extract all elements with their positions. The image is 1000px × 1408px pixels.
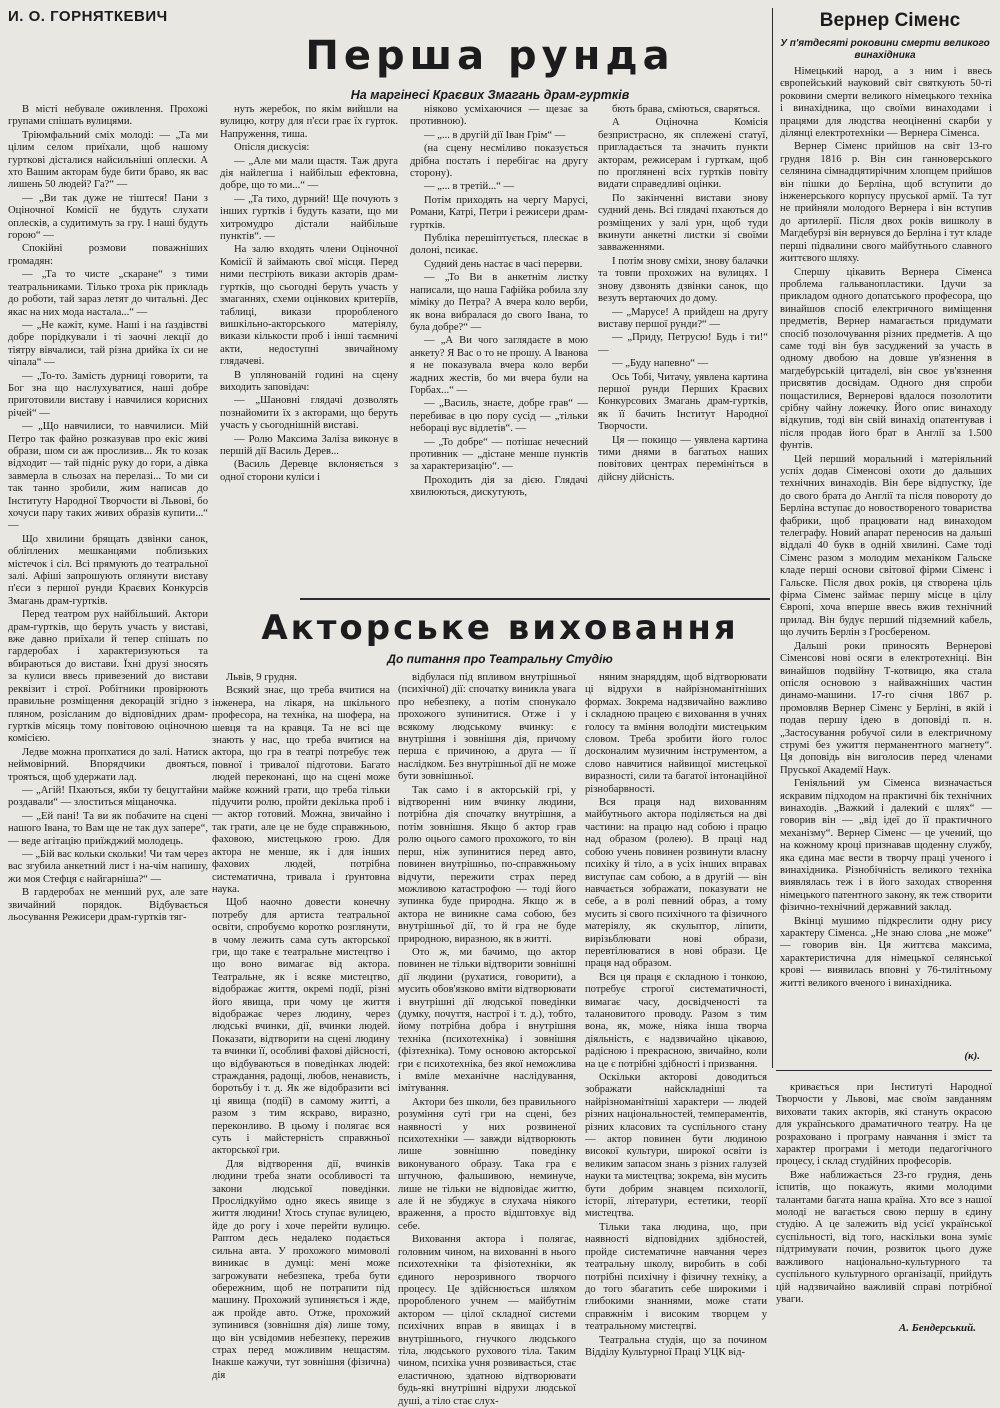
article1-subtitle: На маргінесі Краєвих Змагань драм-гуртків (350, 88, 630, 102)
sidebar-subtitle: У п'ятдесяті роковини смерти великого винахідника (780, 38, 990, 61)
article1-col2-paragraph: (Василь Деревце вклоняється з одної сторони куліси і (220, 459, 398, 483)
sidebar-paragraph: Вернер Сіменс прийшов на світ 13-го грудня 1816 р. Він син ганноверського селянина сімнадцятирічним хлопцем прийшов він пішки до Берліна, щоб вступити до інженерського корпусу пруської армії. Та тут не прийняли молодого Вернера і він вступив до артилерії. Після двох років вишколу в Магдебурзі він вернувся до Берліна і тут кладе перші підвалини свого майбутнього славного життєвого шляху. (780, 141, 992, 265)
article1-column-4 (598, 104, 768, 584)
article1-col3-paragraph: ніяково усміхаючися — щезає за противною). (410, 104, 588, 128)
article1-col3-paragraph: (на сцену несміливо показується дрібна постать і перебігає на другу сторону). (410, 143, 588, 180)
article1-col4-paragraph: — „Приду, Петрусю! Будь і ти!“ — (598, 332, 768, 356)
sidebar-paragraph: Цей перший моральний і матеріяльний успіх додав Сіменсові охоти до дальших технічних винаходів. Він бере відпустку, їде до свого брата до Англії та після повороту до Берліна вступає до новоствореного товариства фабрики, щоб працювати над винаходом телеграфу. Новий апарат переносив на дальші віддалі 40 букв в одній хвилині. Саме тоді Сіменс разом з молодим механіком Гальске кладе перші основи світової фірми Сіменс і Гальске. Після двох років, ця створена ціль фірма Сіменс займає першу місце в цілу Європі, хоча вперше ввесь вжив технічний прилад. Він будує перший підземний кабель, що лучить Берлін з Гросбереном. (780, 453, 992, 639)
article1-col1-paragraph: — „То-то. Замість дурниці говорити, та Бог зна що наслухуватися, наші добре приготовили виставу і навчилися корисних річей“ — (8, 370, 208, 419)
sidebar-paragraph: Німецький народ, а з ним і ввесь європейський науковий світ святкують 50-ті роковини смерти великого німецького техніка і винахідника, що своїми винаходами і працями для людства неоціненні скарби у ділянці електротехніки — Вернера Сіменса. (780, 66, 992, 140)
article2-col3-paragraph: Вся праця над вихованням майбутнього актора поділяється на дві частини: на працю над собою і працю над образом (ролею). В праці над собою учень повинен розвинути власну психіку й тіло, а в усіх інших вправах виступає сам собою, а в другій — він навчається зображати, показувати не себе, а в ролі певний образ, а тому мусить зі свого психічного та фізичного матеріялу, як скульптор, ліпити, вирізьблювати нові образи, перевтілюватися в нові образи. Це праця над образом. (585, 797, 767, 970)
sidebar-paragraph: Вкінці мушимо підкреслити одну рису характеру Сіменса. „Не знаю слова „не може“ — говорив він. Ця життєва максима, характеристична для німецької селянської крові — виявилась вповні у 76-тилітньому житті великого вченого і винахідника. (780, 915, 992, 989)
article1-column-2 (220, 104, 398, 584)
article1-col4-paragraph: Ось Тобі, Читачу, уявлена картина першої рунди Перших Краєвих Конкурсових Змагань драм-гуртків, як її бачить Інститут Народної Творчости. (598, 371, 768, 433)
sidebar-bottom-rule (776, 1070, 992, 1071)
article1-col1-paragraph: — „Не кажіт, куме. Наші і на ґаздівстві добре порідкували і ті заочні лекції до тіятру вівчалиси, тай різна дрийка їх си не чіпала“ — (8, 319, 208, 369)
article2-col2-paragraph: відбулася під впливом внутрішньої (психічної) дії: спочатку виникла увага про небезпеку, а потім спонукало прохожого зупинитися. Отже і у всякому людському вчинку: є внутрішня і зовнішня дія, причому перша є причиною, а друга — її наслідком. Без внутрішньої дії не може бути зовнішньої. (398, 672, 576, 783)
article2-col3-paragraph: Вся ця праця є складною і тонкою, потребує строгої систематичності, вимагає часу, досвідченості та талановитого проводу. Разом з тим вона, як, може, ніяка інша творча діяльність, є надзвичайно цікавою, радісною і прекрасною, звичайно, коли на це є потрібні здібності і призвання. (585, 971, 767, 1070)
article1-col2-paragraph: Опісля дискусія: (234, 142, 310, 154)
article2-col1-paragraph: Львів, 9 грудня. (226, 672, 297, 683)
article1-column-1 (8, 104, 208, 1244)
article1-col4-paragraph: По закінченні вистави знову судний день. Всі глядачі пхаються до розміщених у залі урн, щоб туди вкинути анкетні листки зі своїми завваженнями. (598, 192, 768, 254)
article1-col1-paragraph: — „Та то чисте „скаране“ з тими театральниками. Тількo троха рік прикладь до роботи, тай зараз летят до читальні. Дес якас на них мода настала...“ — (8, 269, 208, 318)
article2-col4-paragraph: кривається при Інституті Народної Творчости у Львові, має своїм завданням виховати таких акторів, які стануть окрасою для українського драматичного театру. На це розраховано і програму навчання і зміст та характер програми і методи педагогічного процесу, і склад студійних професорів. (776, 1082, 992, 1168)
article1-column-3 (410, 104, 588, 584)
sidebar-divider (772, 8, 773, 1068)
article2-column-3 (585, 672, 767, 1358)
article1-col1-paragraph: — „Агій! Пхаються, якби ту бецугтайни роздавали“ — злоститься міщаночка. (8, 784, 208, 809)
article1-col3-paragraph: — „То добре“ — потішає нечесний противник — „дістане менше пунктів за характеризацію“. — (410, 436, 588, 473)
article2-col1-paragraph: Для відтворення дії, вчинків людини треба знати особливості та закони людської поведінки. Прослідкуймо одно якесь явище з життя людини! Хтось ступає вулицею, йде до рогу і хоче перейти вулицю. Раптом десь недалеко подається сильна авта. У прохожого мимоволі виникає в думці: мені може загрожувати небезпека, треба бути обережним, щоб не потрапити під машину. Прохожий зупиняється і жде, аж пройде авто. Отже, прохожий зупинився (зовнішня дія) лише тому, що він усвідомив небезпеку, пережив страх перед можливим нещастям. Інакше кажучи, тут зовнішня (фізична) дія (212, 1158, 390, 1381)
article1-col2-paragraph: — „Шановні глядачі дозволять познайомити їх з акторами, що беруть участь у сьогоднішній виставі. (220, 395, 398, 432)
article1-col4-paragraph: бють брава, сміються, сваряться. (612, 104, 761, 115)
article1-col3-paragraph: — „Василь, знаєте, добре грав“ — перебиває в цю пору сусід — „тільки небораці вус відлетів“. — (410, 398, 588, 435)
article2-col3-paragraph: Оскільки акторові доводиться зображати найскладніші та найрізноманітніші характери — людей різних національностей, темпераментів, різних класових та суспільного стану — актор повинен бути людиною високої культури, широкої освіти із великим запасом знань з різних галузей науки та мистецтва; зокрема, він мусить бути добрим знавцем психології, історії, літератури, естетики, теорії мистецтва. (585, 1072, 767, 1220)
article2-column-2 (398, 672, 576, 1407)
section-divider (300, 598, 770, 600)
article1-col3-paragraph: — „То Ви в анкетнім листку написали, що наша Гафійка робила злу міміку до Петра? А вчера коло верби, як вона вибралася до свого Івана, то була добре?“ — (410, 272, 588, 333)
article2-col2-paragraph: Ото ж, ми бачимо, що актор повинен не тільки відтворити зовнішні дії людини (рухатися, говорити), а мусить обов'язково вміти відтворювати і внутрішні дії людської поведінки (думку, почуття, настрої і т. д.), тобто, йому потрібна добра і внутрішня техніка (психотехніка) і зовнішня (фізтехніка). Тому основою акторської гри є психотехніка, без якої неможлива і вміле механічне наслідування, імітування. (398, 946, 576, 1095)
article1-col3-paragraph: Судний день настає в часі перерви. (424, 258, 583, 270)
article1-col3-paragraph: Потім приходять на чергу Марусі, Романи, Катрі, Петри і режисери драм-гуртків. (410, 194, 588, 231)
article2-col2-paragraph: Актори без школи, без правильного розуміння суті гри на сцені, без наявності у них розвиненої психотехніки — завжди відтворюють лише зовнішню поведінку виконуваного образу. Така гра є штучною, фальшивою, неминуче, лише не тільки не відповідає життю, але й не збуджує в слухача ніякого враження, а просто відштовхує від себе. (398, 1096, 576, 1232)
article1-col1-paragraph: — „Бій вас кольки скольки! Чи там через вас згубила анкетний лист і на-чім напишу, жи моя Стефця є найгарніша?“ — (8, 848, 208, 885)
article2-col3-paragraph: Тільки така людина, що, при наявності відповідних здібностей, пройде систематичне навчання через театральну школу, виробить в собі потрібні психічну і фізичну техніку, а до того збагатить себе широкими і глибокими знаннями, може стати справжнім і високим творцем у театральному мистецтві. (585, 1221, 767, 1333)
sidebar-paragraph: Спершу цікавить Вернера Сіменса проблема гальванопластики. Ідучи за прикладом одного допатського професора, що винайшов спосіб електричного виміщення предметів, Вернер намагається придумати спосіб позолочування різних предметів. А що саме тоді він був засуджений за участь в одному двобою на довше ув'язнення в магдебурській цитаделі, він своє ув'язнення присвятив досвідам. Одного дня спроби пощастилися, Вернерові вдалося позолотити срібну чайну ложечку. Його опис винаходу відкупив, тоді він свій винахід опатентував і після продав його брат в Англії за 1.500 фунтів. (780, 266, 992, 452)
article2-subtitle: До питання про Театральну Студію (387, 652, 613, 666)
article1-col4-paragraph: — „Буду напевно“ — (612, 358, 709, 370)
article1-col3-paragraph: — „А Ви чого заглядаєте в мою анкету? Я Вас о то не прошу. А Іванова я не показувала вчера коло верби жадних жестів, бо ми вчера були на Горбах...“ — (410, 335, 588, 396)
article1-col1-paragraph: В місті небувале оживлення. Прохожі групами спішать вулицями. (8, 104, 208, 128)
article2-col4-paragraph: Вже наближається 23-го грудня, день іспитів, що покажуть, якими молодими талантами багата наша країна. Хто все з нашої молоді не вагається свою першу в єдину студію. А це залежить від усієї української суспільності, від того, наскільки вона зуміє підтримувати почин, розвиток цього дуже важливого національно-культурного та суспільного культурного організації, прийдуть цій надзвичайно важливій справі потрібної уваги. (776, 1169, 992, 1305)
article1-col3-paragraph: Публіка перешіптується, плескає в долоні, псикає. (410, 233, 588, 257)
author-byline: И. О. ГОРНЯТКЕВИЧ (8, 8, 168, 25)
sidebar-body (780, 66, 992, 1056)
article1-col3-paragraph: Проходить дія за дією. Глядачі хвилюються, дискутують, (410, 474, 588, 499)
article1-col1-paragraph: Що хвилини брящать дзвінки санок, обліплених мешканцями поблизьких містечок і сіл. Всі прямують до театральної залі. Афіші запрошують оглянути виставу п'єси з першої рунди Краєвих Конкурсів Змагань драм-гуртків. (8, 533, 208, 607)
sidebar-title: Вернер Сіменс (819, 10, 961, 31)
article2-col3-paragraph: Театральна студія, що за почином Відділу Культурної Праці УЦК від- (585, 1334, 767, 1358)
article1-col4-paragraph: — „Марусе! А прийдеш на другу виставу першої рунди?“ — (598, 306, 768, 330)
article2-signature: А. Бендерський. (898, 1322, 976, 1334)
article1-col2-paragraph: нуть жеребок, по якім вийшли на вулицю, котру для п'єси грає їх гурток. Напруження, тиша. (220, 104, 398, 140)
article1-col1-paragraph: В гардеробах не менший рух, але зате звичайний порядок. Відбувається льосування Режисери драм-гуртків тяг- (8, 887, 208, 923)
article1-col3-paragraph: — „... в другій дії Іван Грім“ — (424, 129, 566, 141)
article1-col4-paragraph: Ця — покищо — уявлена картина тими днями в багатьох наших повітових центрах перемініться в дійсну дійсність. (598, 434, 768, 483)
sidebar-paragraph: Дальші роки приносять Вернерові Сіменсові нові осяги в електротехніці. Він винайшов подвійну Т-котвицю, яка стала опісля основою з найважніших частин динамо-машини. 17-го січня 1867 р. промовляв Вернер Сіменс у Берліні, в якій і подав першу ідею в доповіді п. н. „Застосування робучої сили в електричному струмі без ужиття перманентного магнету“. Ця доповідь він виголосив перед членами Пруської Академії Наук. (780, 640, 992, 776)
article1-col2-paragraph: На залю входять члени Оціночної Комісії й займають свої місця. Перед ними пестріють викази акторів драм-гуртків, що сьогодні беруть участь у змаганнях, схеми оцінкових критеріїв, таблиці, викази проробленого вишкільно-акторського матеріялу, викази кількости проб і інші таємничі акти, недоступні звичайному глядачеві. (220, 244, 398, 368)
article1-col1-paragraph: Тріюмфальний сміх молоді: — „Та ми цілим селом приїхали, щоб нашому гурткові дісталися найсильніші оплески. А хто Вашим акторам буде бити браво, як вас лишень 50 людей? Га?“ — (8, 129, 208, 191)
article1-col3-paragraph: — „... в третій...“ — (424, 181, 515, 193)
article2-col3-paragraph: няним знаряддям, щоб відтворювати ці відрухи в найрізноманітніших формах. Зокрема надзвичайно важливо і складною працею є виховання в учнях голосу та вміння володіти мистецьким словом. Треба зробити його голос досконалим музичним інструментом, а слово навчитися найвищої мистецької виразності, сили та багатої інтонаційної різнобарвності. (585, 672, 767, 795)
article1-col1-paragraph: — „Ви так дуже не тіштеся! Пани з Оціночної Комісії не будуть слухати оплесків, а судитимуть за гру. І наші будуть горою“ — (8, 192, 208, 242)
article1-title: Перша рунда (305, 33, 675, 79)
sidebar-signature: (к). (964, 1050, 980, 1062)
article1-col1-paragraph: — „Що навчилиси, то навчилиси. Мій Петро так файно розказував про екіс живі образи, шом си аж прослизив... Як то козак відходит — тай підніс руку до гори, а дівка завмерла в сльозах на перелазі... То ми си так танно зробили, жим написав до Інституту Народної Творчости ві Львові, бо хочуси пару таких живих образів купити...“ — (8, 421, 208, 532)
sidebar-paragraph: Геніяльний ум Сіменса визначається яскравим підходом на практичні бік технічних винаходів. „Важкий і далекий є шлях“ — говорив він — „від ідеї до її практичного механізму“. Вернер Сіменс — це учений, що на кожному кроці признавав щоденну службу, яка єдина має вести в творчу праці ученого і винахідника. Різнобічність великого техніка виявлялась теж і в його заходах створення німецького патентного закону, як теж створити фізично-технічний державний заклад. (780, 778, 992, 914)
article1-col1-paragraph: Спокійні розмови поважніших громадян: (8, 243, 208, 267)
article2-col2-paragraph: Так само і в акторській грі, у відтворенні ним вчинку людини, потрібна дія спочатку внутрішня, а потім зовнішня. Якщо б актор грав ролю оцього самого прохожого, то він перш, ніж зупинитися перед авто, повинен внутрішньо, по-справжньому відчути, пережити страх перед можливою катастрофою — тоді його зупинка буде природна. Якщо ж в актора не виникне сама собою, без внутрішньої дії, то й гра не буде природною, виразною, як в житті. (398, 784, 576, 945)
article1-col2-paragraph: — Ролю Максима Заліза виконує в першій дії Василь Дерев... (220, 433, 398, 457)
article2-col1-paragraph: Всякий знає, що треба вчитися на інженера, на лікаря, на шкільного професора, на техніка, на шофера, на шевця та на кравця. Та не всі ще знають у нас, що треба вчитися на актора, що гра в театрі потребує теж повної і тривалої підготови. Багато людей переконані, що на сцені може майже кожний грати, що треба тільки підучити ролю, пройти декілька проб і — актор готовий. Можна, звичайно і так грати, але це не буде справжньою, фаховою, мистецькою грою. Для актора не менше, як і для інших фахових людей, потрібна систематична, тривала і ґрунтовна наука. (212, 685, 390, 895)
article1-col2-paragraph: — „Але ми мали щастя. Таж друга дія найлегша і найбільш ефектовна, добре, що то ми...“ — (220, 155, 398, 192)
article1-col2-paragraph: В упляновaній годині на сцену виходить заповідач: (220, 369, 398, 393)
article2-column-4 (776, 1082, 992, 1322)
article1-col4-paragraph: А Оціночна Комісія безпристрасно, як сплежені статуї, пригладається та значить пункти акторам, режисерам і гурткам, щоб по проглянені всіх гуртків повіту видати справедливі оцінки. (598, 117, 768, 191)
article1-col1-paragraph: — „Ей пані! Та ви як побачите на сцені нашого Івана, то Вам ще не так дух заперe“, — веде агітацію приїжджий молодець. (8, 810, 208, 847)
article1-col2-paragraph: — „Та тихо, дурний! Ще почують з інших гуртків і будуть казати, що ми хитромудро дістали найбільше пунктів“. — (220, 193, 398, 243)
article1-col4-paragraph: І потім знову сміхи, знову балачки та товпи прохожих на вулицях. І знову дзвонять дзвінки санок, що везуть вертаючих до дому. (598, 255, 768, 305)
article2-column-1 (212, 672, 390, 1381)
article2-col2-paragraph: Виховання актора і полягає, головним чином, на вихованні в нього психотехніки та фізіотехніки, як єдиного нерозривного творчого процесу. Це здійснюється шляхом проробленого учнем — майбутнім актором — цілої складної системи психічних вправ в явищах і в внутрішнього, гнучкого людського тіла, людського рухового тіла. Таким чином, психіка учня розвивається, стає еластичною, здатною відтворювати будь-які внутрішні відрухи людської душі, а тіло стає слух- (398, 1234, 576, 1407)
article2-col1-paragraph: Щоб наочно довести конечну потребу для артиста театральної освіти, спробуємо коротко розглянути, в чому лежить сама суть акторської гри, що таке є театральне мистецтво і що воно вимагає від актора. Театральне, як і всяке мистецтво, відображає життя, окремі події, різні його явища, при чому це життя відображає через людину, через людські вчинки, дії, вчинки людей. Показати, відтворити на сцені людину та вчинки її, особливі фахові дійсності, що відбуваються в поведінках людей: страждання, радощі, любов, ненависть, боротьбу і т. д. Як же відобразити всі ці явища (події) в самому житті, а разом з тим яскраво, виразно, переконливо. В цьому і полягає вся суть і майстерність справжньої акторської гри. (212, 897, 390, 1157)
article2-title: Акторське виховання (261, 608, 739, 648)
article1-col1-paragraph: Перед театром рух найбільший. Актори драм-гуртків, що беруть участь у виставі, вже давно приїхали й тепер спішать по гардеробах і характеризуються та вбираються до вистави. Їхні друзі зносять за кулиси ввесь привезений до вистави реквізит і строї. Робітники провірюють правильне розміщення декорацій згідно з пляном, розісланим до відповідних драм-гуртків місяць тому повітовою оціночною комісією. (8, 609, 208, 745)
article1-col1-paragraph: Ледве можна пропхатися до залі. Натиск неймовірний. Впорядчики двояться, трояться, щоб удержати лад. (8, 746, 208, 783)
